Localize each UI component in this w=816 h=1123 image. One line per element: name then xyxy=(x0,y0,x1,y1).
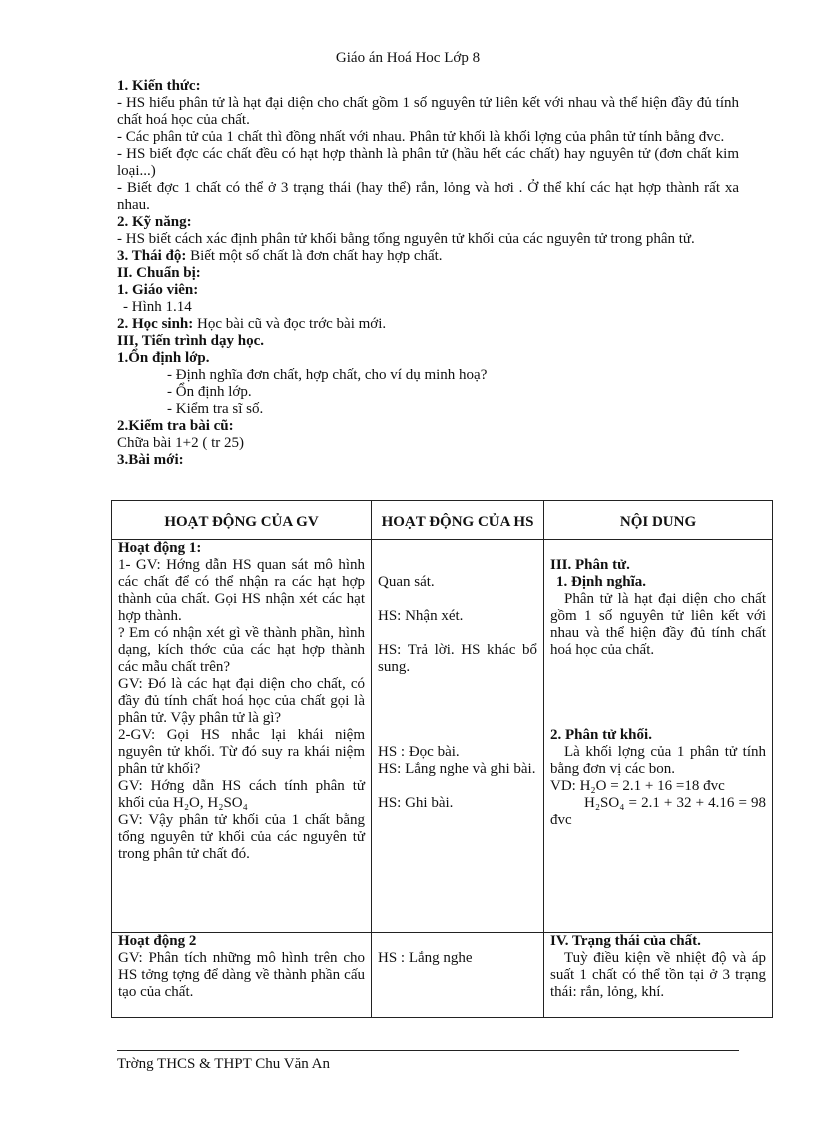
student-text: Học bài cũ và đọc trớc bài mới. xyxy=(197,316,387,332)
hs-cell xyxy=(372,933,544,1018)
hs-step: HS: Lắng nghe và ghi bài. xyxy=(378,761,536,777)
hs-step: HS : Lắng nghe xyxy=(378,950,473,966)
content-cell xyxy=(544,933,773,1018)
header-content: NỘI DUNG xyxy=(544,501,773,540)
header-gv-activity: HOẠT ĐỘNG CỦA GV xyxy=(112,501,372,540)
knowledge-line: - Biết đợc 1 chất có thể ở 3 trạng thái (hay thể) rắn, lỏng và hơi . Ở thể khí các hạt hợp thành rất xa nhau. xyxy=(117,180,739,213)
gv-step: GV: Đó là các hạt đại diện cho chất, có đầy đủ tính chất hoá học của chất gọi là phân tử. Vậy phân tử là gì? xyxy=(118,676,365,726)
content-text: Là khối lợng của 1 phân tử tính bằng đơn vị các bon. xyxy=(550,744,766,777)
hs-step: Quan sát. xyxy=(378,574,435,590)
gv-step: GV: Phân tích những mô hình trên cho HS tởng tợng để dàng về thành phần cấu tạo của chất. xyxy=(118,950,365,1000)
footer-divider xyxy=(117,1050,739,1051)
content-example: VD: H₂O = 2.1 + 16 =18 đvc xyxy=(550,778,725,794)
skills-line: - HS biết cách xác định phân tử khối bằng tổng nguyên tử khối của các nguyên tử trong phân tử. xyxy=(117,231,695,247)
knowledge-heading: 1. Kiến thức: xyxy=(117,78,201,94)
gv-cell xyxy=(112,933,372,1018)
gv-step: 2-GV: Gọi HS nhắc lại khái niệm nguyên tử khối. Từ đó suy ra khái niệm phân tử khối? xyxy=(118,727,365,777)
knowledge-line: - Các phân tử của 1 chất thì đồng nhất với nhau. Phân tử khối là khối lợng của phân tử tính bằng đvc. xyxy=(117,129,725,145)
content-subheading: 2. Phân tử khối. xyxy=(550,727,652,743)
content-example: H₂SO₄ = 2.1 + 32 + 4.16 = 98 đvc xyxy=(550,795,766,828)
attitude-paragraph xyxy=(117,248,739,265)
content-text: Tuỳ điều kiện về nhiệt độ và áp suất 1 chất có thể tồn tại ở 3 trạng thái: rắn, lỏng, khí. xyxy=(550,950,766,1000)
hs-step: HS : Đọc bài. xyxy=(378,744,460,760)
gv-step: GV: Hớng dẫn HS cách tính phân tử khối của H₂O, H₂SO₄ xyxy=(118,778,365,811)
content-cell xyxy=(544,540,773,933)
lesson-table xyxy=(111,500,773,1018)
prep-heading: II. Chuẩn bị: xyxy=(117,265,201,281)
table-row xyxy=(112,933,773,1018)
content-heading: IV. Trạng thái của chất. xyxy=(550,933,701,949)
hs-step: HS: Ghi bài. xyxy=(378,795,454,811)
table-row xyxy=(112,540,773,933)
attitude-heading: 3. Thái độ: xyxy=(117,248,187,264)
content-subheading: 1. Định nghĩa. xyxy=(556,574,647,590)
teacher-heading: 1. Giáo viên: xyxy=(117,282,199,298)
content-text: Phân tử là hạt đại diện cho chất gồm 1 số nguyên tử liên kết với nhau và thể hiện đầy đủ tính chất hoá học của chất. xyxy=(550,591,766,658)
gv-step: 1- GV: Hớng dẫn HS quan sát mô hình các chất để có thể nhận ra các hạt hợp thành của chất. Gọi HS nhận xét các hạt hợp thành. xyxy=(118,557,365,624)
page-header: Giáo án Hoá Hoc Lớp 8 xyxy=(335,50,481,66)
process-heading: III, Tiến trình dạy học. xyxy=(117,333,264,349)
stabilize-item: - Kiểm tra sĩ số. xyxy=(167,401,264,417)
student-paragraph xyxy=(117,316,739,333)
hs-step: HS: Nhận xét. xyxy=(378,608,464,624)
intro-section xyxy=(117,78,739,469)
stabilize-heading: 1.Ổn định lớp. xyxy=(117,350,210,366)
stabilize-item: - Ổn định lớp. xyxy=(167,384,252,400)
knowledge-line: - HS biết đợc các chất đều có hạt hợp thành là phân tử (hầu hết các chất) hay nguyên tử (đơn chất kim loại...) xyxy=(117,146,739,179)
activity-title: Hoạt động 1: xyxy=(118,540,202,556)
check-heading: 2.Kiểm tra bài cũ: xyxy=(117,418,234,434)
content-heading: III. Phân tử. xyxy=(550,557,630,573)
student-heading: 2. Học sinh: xyxy=(117,316,194,332)
skills-heading: 2. Kỹ năng: xyxy=(117,214,192,230)
teacher-item: - Hình 1.14 xyxy=(123,299,192,315)
gv-cell xyxy=(112,540,372,933)
new-lesson-heading: 3.Bài mới: xyxy=(117,452,184,468)
page-footer: Trờng THCS & THPT Chu Văn An xyxy=(117,1056,330,1072)
gv-step: GV: Vậy phân tử khối của 1 chất bằng tổng nguyên tử khối của các nguyên tử trong phân tử chất đó. xyxy=(118,812,365,862)
check-text: Chữa bài 1+2 ( tr 25) xyxy=(117,435,244,451)
table-header-row xyxy=(112,501,773,540)
attitude-text: Biết một số chất là đơn chất hay hợp chất. xyxy=(190,248,443,264)
stabilize-item: - Định nghĩa đơn chất, hợp chất, cho ví dụ minh hoạ? xyxy=(167,367,488,383)
gv-step: ? Em có nhận xét gì về thành phần, hình dạng, kích thớc của các hạt hợp thành các mẫu chất trên? xyxy=(118,625,365,675)
knowledge-line: - HS hiểu phân tử là hạt đại diện cho chất gồm 1 số nguyên tử liên kết với nhau và thể hiện đầy đủ tính chất hoá học của chất. xyxy=(117,95,739,128)
hs-cell xyxy=(372,540,544,933)
hs-step: HS: Trả lời. HS khác bổ sung. xyxy=(378,642,537,675)
header-hs-activity: HOẠT ĐỘNG CỦA HS xyxy=(372,501,544,540)
activity-title: Hoạt động 2 xyxy=(118,933,197,949)
